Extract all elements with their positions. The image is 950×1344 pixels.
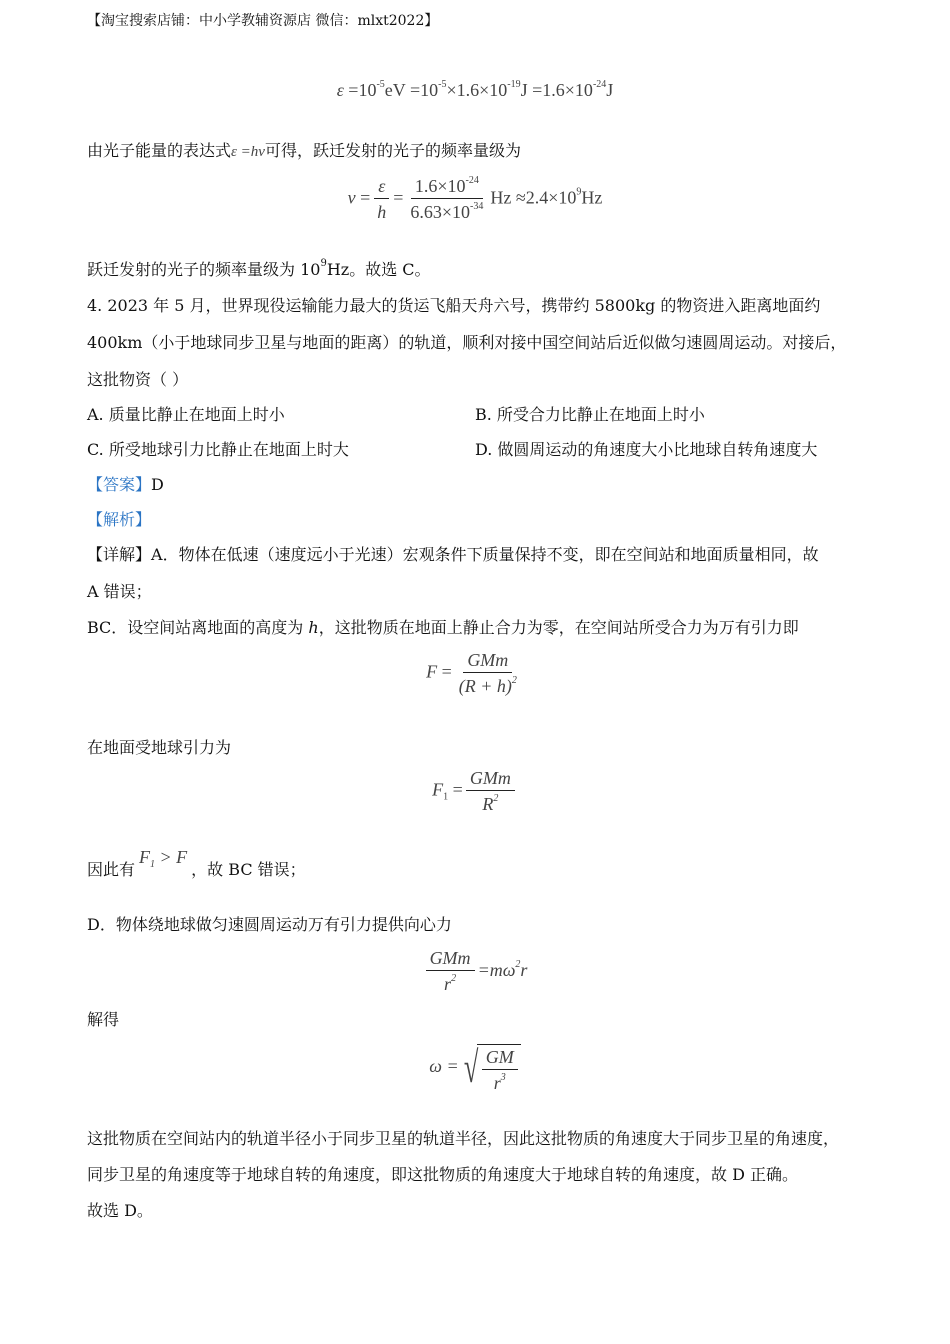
header-shop-label: 【淘宝搜索店铺：中小学教辅资源店 微信：mlxt2022】 — [87, 13, 439, 29]
paragraph-solve: 解得 — [87, 1010, 120, 1029]
equation-gravity-station: F = $\frac{\text{GMm}}{(R + h)^2}$ — [426, 650, 517, 696]
answer-tag: 【答案】 — [87, 475, 152, 494]
conclusion-line-1: 这批物质在空间站内的轨道半径小于同步卫星的轨道半径，因此这批物质的角速度大于同步卫星的角速度， — [87, 1129, 840, 1148]
equation-gravity-ground: $F_1$ = $\frac{\text{GMm}}{R^2}$ — [0, 766, 950, 817]
equation-angular-velocity: ω = √ $\frac{GM}{r^3}$ — [0, 1040, 950, 1096]
option-d: D. 做圆周运动的角速度大小比地球自转角速度大 — [475, 440, 818, 459]
conclusion-line-3: 故选 D。 — [87, 1201, 153, 1220]
equation-photon-energy: $\varepsilon =10^{-5}eV =10^{-5}\times 1.6\times 10^{-19}J =1.6\times 10^{-24}J$ — [336, 79, 614, 100]
question-text-line-2: 400km（小于地球同步卫星与地面的距离）的轨道，顺利对接中国空间站后近似做匀速圆周运动。对接后， — [87, 333, 847, 352]
option-c: C. 所受地球引力比静止在地面上时大 — [87, 440, 349, 459]
conclusion-line-2: 同步卫星的角速度等于地球自转的角速度，即这批物质的角速度大于地球自转的角速度，故 D 正确。 — [87, 1165, 799, 1184]
equation-frequency: ν = $\frac{\varepsilon}{h}$ = $\frac{1.6\times 10^{-24}}{6.63\times 10^{-34}}$ $Hz \approx 2.4\times 10^9Hz$ — [347, 175, 603, 222]
answer-value: D — [151, 475, 164, 494]
option-a: A. 质量比静止在地面上时小 — [87, 405, 285, 424]
detail-line-2: A 错误； — [87, 582, 152, 601]
equation-centripetal: $\frac{\text{GMm}}{r^2}$ $=m\omega^2r$ — [0, 946, 950, 997]
option-b: B. 所受合力比静止在地面上时小 — [475, 405, 705, 424]
paragraph-photon-frequency-intro: 由光子能量的表达式ε =hν可得，跃迁发射的光子的频率量级为 — [87, 141, 521, 160]
detail-line-3: BC．设空间站离地面的高度为 h，这批物质在地面上静止合力为零，在空间站所受合力为万有引力即 — [87, 618, 799, 637]
question-text-line-3: 这批物资（ ） — [87, 370, 189, 389]
paragraph-ground-gravity: 在地面受地球引力为 — [87, 738, 232, 757]
question-text-line-1: 4. 2023 年 5 月，世界现役运输能力最大的货运飞船天舟六号，携带约 5800kg 的物资进入距离地面约 — [87, 296, 821, 315]
paragraph-centripetal: D．物体绕地球做匀速圆周运动万有引力提供向心力 — [87, 915, 452, 934]
analysis-tag: 【解析】 — [87, 510, 152, 529]
answer-line — [87, 474, 164, 496]
paragraph-comparison: 因此有$F_1 > F$，故 BC 错误； — [87, 847, 306, 879]
paragraph-frequency-result: 跃迁发射的光子的频率量级为 $10^9Hz$。故选 C。 — [87, 258, 431, 279]
detail-line-1: 【详解】A．物体在低速（速度远小于光速）宏观条件下质量保持不变，即在空间站和地面质量相同，故 — [87, 545, 819, 564]
